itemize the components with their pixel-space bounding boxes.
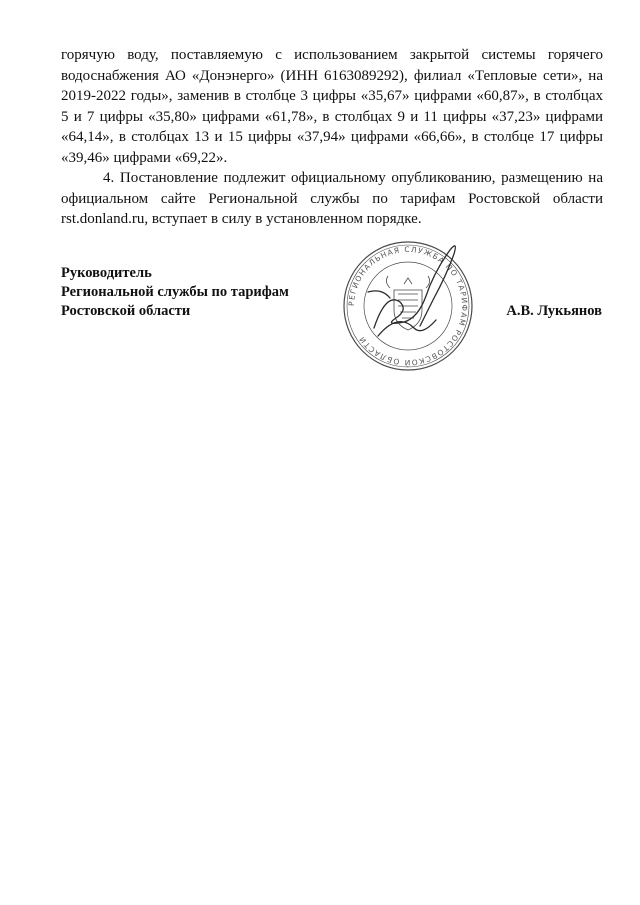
- signatory-title-line: Ростовской области: [61, 303, 191, 319]
- signatory-title-line: Региональной службы по тарифам: [61, 284, 289, 300]
- body-paragraph-publication: 4. Постановление подлежит официальному опубликованию, размещению на официальном сайте Региональной службы по тарифам Ростовской области rst.donland.ru, вступает в силу в установленном порядке.: [61, 170, 603, 227]
- signatory-title: [61, 264, 289, 321]
- body-paragraph: горячую воду, поставляемую с использованием закрытой системы горячего водоснабжения АО «Донэнерго» (ИНН 6163089292), филиал «Тепловые сети», на 2019-2022 годы», заменив в столбце 3 цифры «35,67» цифрами «60,87», в столбцах 5 и 7 цифры «35,80» цифрами «61,78», в столбцах 9 и 11 цифры «37,23» цифрами «64,14», в столбцах 13 и 15 цифры «37,94» цифрами «66,66», в столбце 17 цифры «39,46» цифрами «69,22».: [61, 47, 603, 166]
- signatory-name: А.В. Лукьянов: [506, 303, 602, 319]
- seal-ring-text: РЕГИОНАЛЬНАЯ СЛУЖБА ПО ТАРИФАМ РОСТОВСКОЙ ОБЛАСТИ: [346, 244, 470, 368]
- official-seal-with-signature: [338, 232, 478, 372]
- signatory-title-line: Руководитель: [61, 265, 152, 281]
